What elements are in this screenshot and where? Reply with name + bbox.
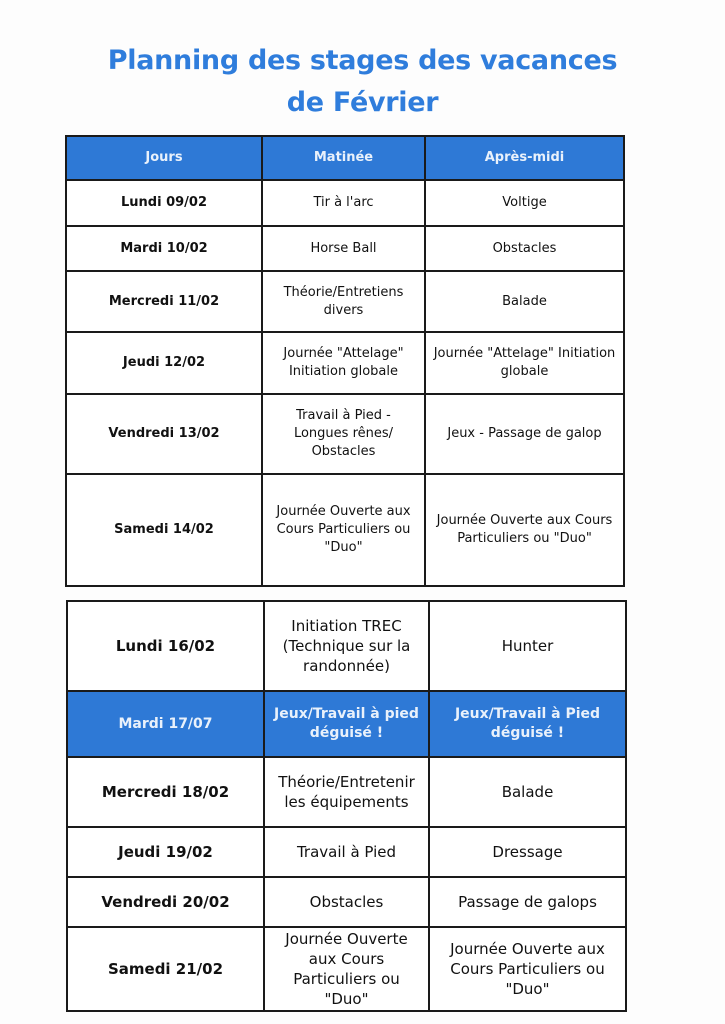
- morning-cell: Théorie/Entretiens divers: [262, 271, 425, 332]
- table-row: [66, 332, 624, 394]
- afternoon-cell: Jeux - Passage de galop: [425, 394, 624, 474]
- title-line-1: Planning des stages des vacances: [107, 45, 618, 76]
- afternoon-cell: Journée Ouverte aux Cours Particuliers ou "Duo": [425, 474, 624, 586]
- table-row: [66, 271, 624, 332]
- table-row: [66, 394, 624, 474]
- table-row: [67, 757, 626, 827]
- morning-cell: Jeux/Travail à pied déguisé !: [264, 691, 429, 757]
- day-cell: Samedi 14/02: [66, 474, 262, 586]
- day-cell: Jeudi 19/02: [67, 827, 264, 877]
- table-row: [67, 827, 626, 877]
- day-cell: Mercredi 11/02: [66, 271, 262, 332]
- afternoon-cell: Jeux/Travail à Pied déguisé !: [429, 691, 626, 757]
- morning-cell: Initiation TREC (Technique sur la randonnée): [264, 601, 429, 691]
- day-cell: Vendredi 13/02: [66, 394, 262, 474]
- day-cell: Lundi 16/02: [67, 601, 264, 691]
- header-morning: Matinée: [262, 136, 425, 180]
- afternoon-cell: Journée "Attelage" Initiation globale: [425, 332, 624, 394]
- day-cell: Mardi 10/02: [66, 226, 262, 271]
- day-cell: Lundi 09/02: [66, 180, 262, 226]
- morning-cell: Théorie/Entretenir les équipements: [264, 757, 429, 827]
- table-row: [66, 226, 624, 271]
- morning-cell: Travail à Pied: [264, 827, 429, 877]
- day-cell: Jeudi 12/02: [66, 332, 262, 394]
- title-line-2: de Février: [286, 87, 439, 118]
- day-cell: Mercredi 18/02: [67, 757, 264, 827]
- afternoon-cell: Balade: [425, 271, 624, 332]
- afternoon-cell: Voltige: [425, 180, 624, 226]
- afternoon-cell: Obstacles: [425, 226, 624, 271]
- morning-cell: Journée Ouverte aux Cours Particuliers ou "Duo": [264, 927, 429, 1011]
- day-cell: Vendredi 20/02: [67, 877, 264, 927]
- table-row: [66, 474, 624, 586]
- morning-cell: Journée Ouverte aux Cours Particuliers ou "Duo": [262, 474, 425, 586]
- header-days: Jours: [66, 136, 262, 180]
- afternoon-cell: Balade: [429, 757, 626, 827]
- page-title: [0, 40, 725, 124]
- table-row: [67, 601, 626, 691]
- afternoon-cell: Dressage: [429, 827, 626, 877]
- afternoon-cell: Journée Ouverte aux Cours Particuliers ou "Duo": [429, 927, 626, 1011]
- schedule-table-week-2: [66, 600, 627, 1012]
- table-row: [67, 877, 626, 927]
- afternoon-cell: Passage de galops: [429, 877, 626, 927]
- morning-cell: Obstacles: [264, 877, 429, 927]
- schedule-table-week-1: [65, 135, 625, 587]
- morning-cell: Journée "Attelage" Initiation globale: [262, 332, 425, 394]
- morning-cell: Horse Ball: [262, 226, 425, 271]
- table-row: [66, 180, 624, 226]
- header-afternoon: Après-midi: [425, 136, 624, 180]
- table-row-highlighted: [67, 691, 626, 757]
- morning-cell: Travail à Pied - Longues rênes/ Obstacles: [262, 394, 425, 474]
- day-cell: Samedi 21/02: [67, 927, 264, 1011]
- table-header-row: [66, 136, 624, 180]
- morning-cell: Tir à l'arc: [262, 180, 425, 226]
- afternoon-cell: Hunter: [429, 601, 626, 691]
- day-cell: Mardi 17/07: [67, 691, 264, 757]
- table-row: [67, 927, 626, 1011]
